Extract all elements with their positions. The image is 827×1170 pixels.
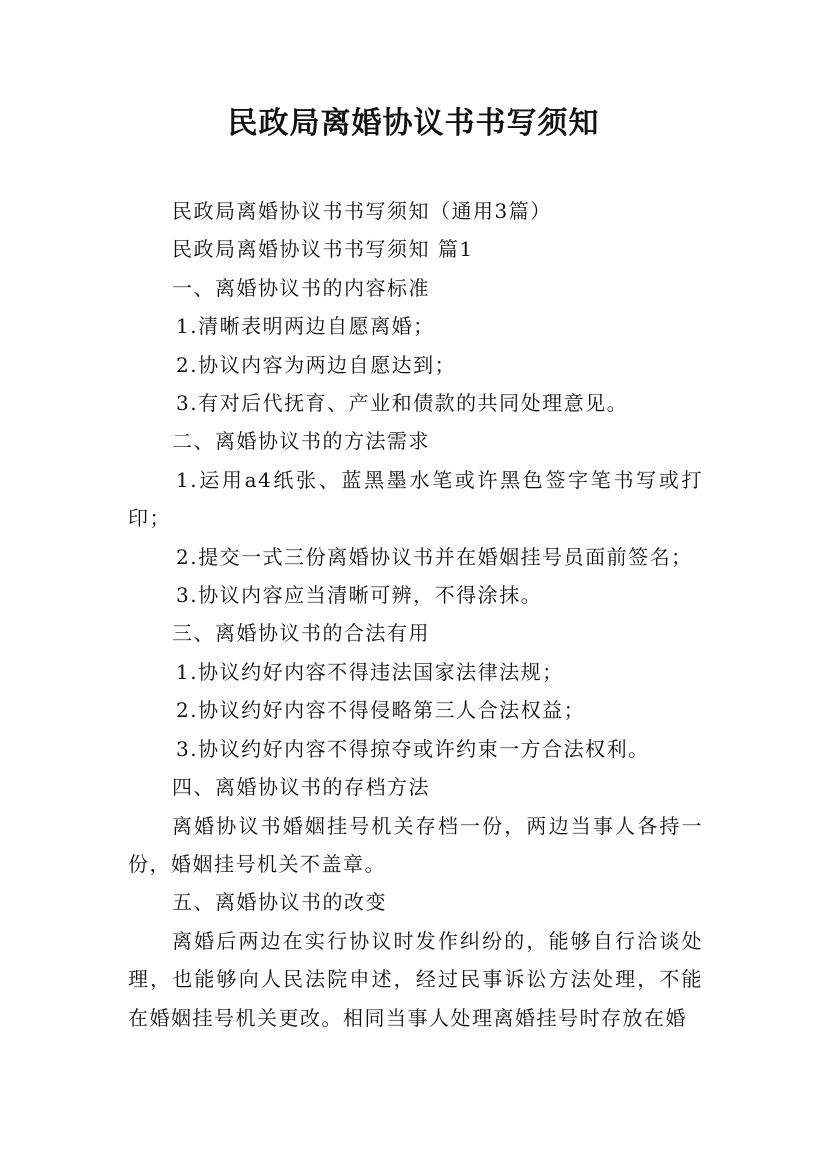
section-heading-1: 一、离婚协议书的内容标准	[172, 275, 430, 300]
paragraph-subtitle: 民政局离婚协议书书写须知（通用3篇）	[172, 199, 552, 223]
body-paragraph: 离婚后两边在实行协议时发作纠纷的，能够自行洽谈处理，也能够向人民法院申述，经过民事诉讼方法处理，不能在婚姻挂号机关更改。相同当事人处理离婚挂号时存放在婚	[128, 928, 703, 1030]
list-item: 2.协议内容为两边自愿达到；	[176, 352, 457, 377]
paragraph-part-heading: 民政局离婚协议书书写须知 篇1	[172, 237, 474, 262]
list-item: 1.清晰表明两边自愿离婚；	[176, 314, 435, 339]
section-heading-2: 二、离婚协议书的方法需求	[172, 429, 430, 454]
section-heading-3: 三、离婚协议书的合法有用	[172, 621, 430, 646]
list-item: 3.有对后代抚育、产业和债款的共同处理意见。	[176, 391, 629, 416]
list-item: 3.协议内容应当清晰可辨，不得涂抹。	[176, 583, 543, 608]
list-item: 2.提交一式三份离婚协议书并在婚姻挂号员面前签名；	[176, 544, 693, 569]
list-item: 3.协议约好内容不得掠夺或许约束一方合法权利。	[176, 736, 650, 761]
document-body	[128, 192, 703, 1037]
section-heading-5: 五、离婚协议书的改变	[172, 890, 387, 915]
list-item: 2.协议约好内容不得侵略第三人合法权益；	[176, 698, 586, 723]
list-item: 1.运用a4纸张、蓝黑墨水笔或许黑色签字笔书写或打印；	[128, 467, 703, 531]
document-title: 民政局离婚协议书书写须知	[227, 106, 600, 141]
body-paragraph: 离婚协议书婚姻挂号机关存档一份，两边当事人各持一份，婚姻挂号机关不盖章。	[128, 813, 703, 876]
section-heading-4: 四、离婚协议书的存档方法	[172, 775, 430, 800]
list-item: 1.协议约好内容不得违法国家法律法规；	[176, 659, 564, 684]
